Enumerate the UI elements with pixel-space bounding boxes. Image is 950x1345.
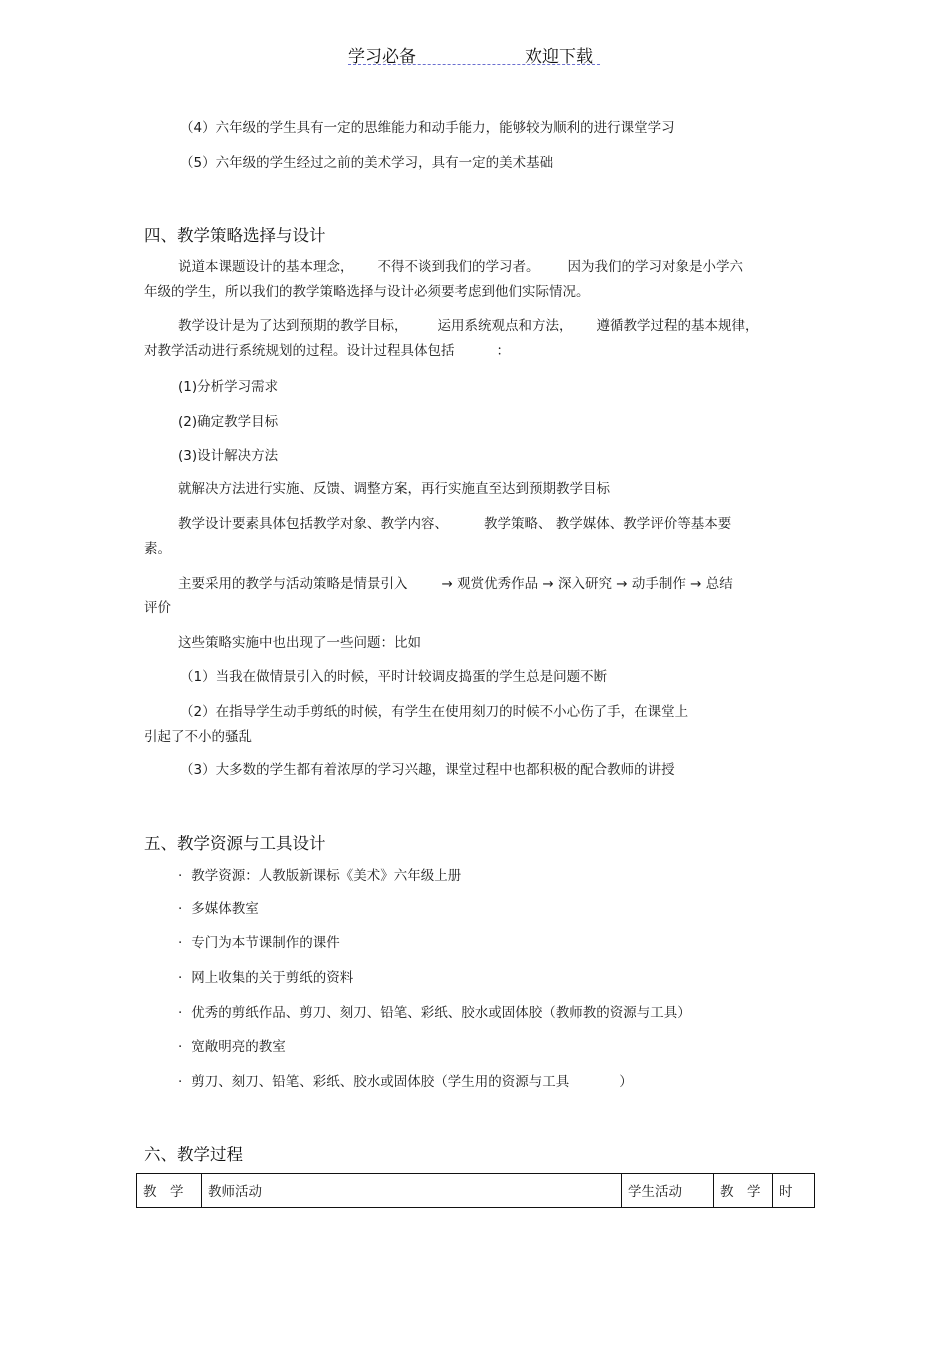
- header-underline: [348, 64, 600, 65]
- problem-item: （2）在指导学生动手剪纸的时候，有学生在使用刻刀的时候不小心伤了手，在课堂上: [180, 704, 689, 720]
- problem-item: （1）当我在做情景引入的时候，平时计较调皮捣蛋的学生总是问题不断: [180, 669, 608, 685]
- problem-item: （3）大多数的学生都有着浓厚的学习兴趣，课堂过程中也都积极的配合教师的讲授: [180, 762, 675, 778]
- section-4-title: 四、教学策略选择与设计: [144, 226, 326, 245]
- paragraph-line: 这些策略实施中也出现了一些问题：比如: [178, 635, 421, 651]
- text-segment: 对教学活动进行系统规划的过程。设计过程具体包括: [144, 343, 455, 359]
- list-item: （4）六年级的学生具有一定的思维能力和动手能力，能够较为顺利的进行课堂学习: [180, 120, 675, 136]
- text-segment: → 观赏优秀作品 → 深入研究 → 动手制作 → 总结: [441, 576, 733, 592]
- list-item: [178, 1072, 633, 1092]
- problem-item-continued: 引起了不小的骚乱: [144, 729, 252, 745]
- bullet-icon: ·: [178, 1074, 183, 1090]
- bullet-icon: ·: [178, 868, 183, 884]
- list-item: [178, 866, 461, 886]
- list-item-text: 宽敞明亮的教室: [191, 1039, 286, 1055]
- text-segment: 遵循教学过程的基本规律，: [596, 318, 759, 334]
- text-segment: 教学设计要素具体包括教学对象、教学内容、: [178, 516, 448, 532]
- list-item-text: 优秀的剪纸作品、剪刀、刻刀、铅笔、彩纸、胶水或固体胶（教师教的资源与工具）: [191, 1005, 691, 1021]
- list-item-text: 剪刀、刻刀、铅笔、彩纸、胶水或固体胶（学生用的资源与工具: [191, 1074, 570, 1090]
- table-header-cell: 学生活动: [622, 1174, 714, 1208]
- step-note: 就解决方法进行实施、反馈、调整方案，再行实施直至达到预期教学目标: [178, 481, 610, 497]
- list-item-text: 网上收集的关于剪纸的资料: [191, 970, 354, 986]
- step-item: (3)设计解决方法: [178, 448, 279, 464]
- header-right-text: 欢迎下载: [525, 47, 593, 67]
- section-5-title: 五、教学资源与工具设计: [144, 834, 326, 853]
- list-item-text-tail: ）: [619, 1074, 633, 1090]
- bullet-icon: ·: [178, 901, 183, 917]
- paragraph-line: [178, 514, 731, 534]
- text-segment: 说道本课题设计的基本理念，: [178, 259, 354, 275]
- list-item: [178, 968, 353, 988]
- list-item: （5）六年级的学生经过之前的美术学习，具有一定的美术基础: [180, 155, 554, 171]
- text-segment: 因为我们的学习对象是小学六: [567, 259, 743, 275]
- text-segment: 教学设计是为了达到预期的教学目标，: [178, 318, 408, 334]
- paragraph-line: 年级的学生，所以我们的教学策略选择与设计必须要考虑到他们实际情况。: [144, 284, 590, 300]
- paragraph-line: [178, 316, 759, 336]
- section-6-title: 六、教学过程: [144, 1145, 243, 1164]
- paragraph-line: [144, 341, 510, 361]
- paragraph-line: [178, 574, 733, 594]
- list-item-text: 教学资源：人教版新课标《美术》六年级上册: [191, 868, 462, 884]
- bullet-icon: ·: [178, 1039, 183, 1055]
- list-item: [178, 1003, 691, 1023]
- table-header-cell: 教 学: [137, 1174, 202, 1208]
- table-header-row: [137, 1174, 815, 1208]
- text-segment: 主要采用的教学与活动策略是情景引入: [178, 576, 408, 592]
- bullet-icon: ·: [178, 935, 183, 951]
- bullet-icon: ·: [178, 970, 183, 986]
- paragraph-line: [178, 257, 743, 277]
- text-segment: 不得不谈到我们的学习者。: [377, 259, 540, 275]
- step-item: (2)确定教学目标: [178, 414, 279, 430]
- list-item-text: 多媒体教室: [191, 901, 259, 917]
- paragraph-line: 素。: [144, 541, 171, 557]
- list-item: [178, 933, 340, 953]
- step-item: (1)分析学习需求: [178, 379, 279, 395]
- text-segment: 运用系统观点和方法，: [437, 318, 573, 334]
- teaching-process-table: [136, 1173, 815, 1208]
- list-item: [178, 1037, 286, 1057]
- table-header-cell: 教师活动: [202, 1174, 622, 1208]
- table-header-cell: 教 学: [714, 1174, 773, 1208]
- text-segment: 教学策略、 教学媒体、教学评价等基本要: [484, 516, 732, 532]
- paragraph-line: 评价: [144, 600, 171, 616]
- list-item: [178, 899, 259, 919]
- list-item-text: 专门为本节课制作的课件: [191, 935, 340, 951]
- bullet-icon: ·: [178, 1005, 183, 1021]
- text-segment: ：: [496, 343, 510, 359]
- header-left-text: 学习必备: [348, 47, 416, 67]
- table-header-cell: 时: [773, 1174, 815, 1208]
